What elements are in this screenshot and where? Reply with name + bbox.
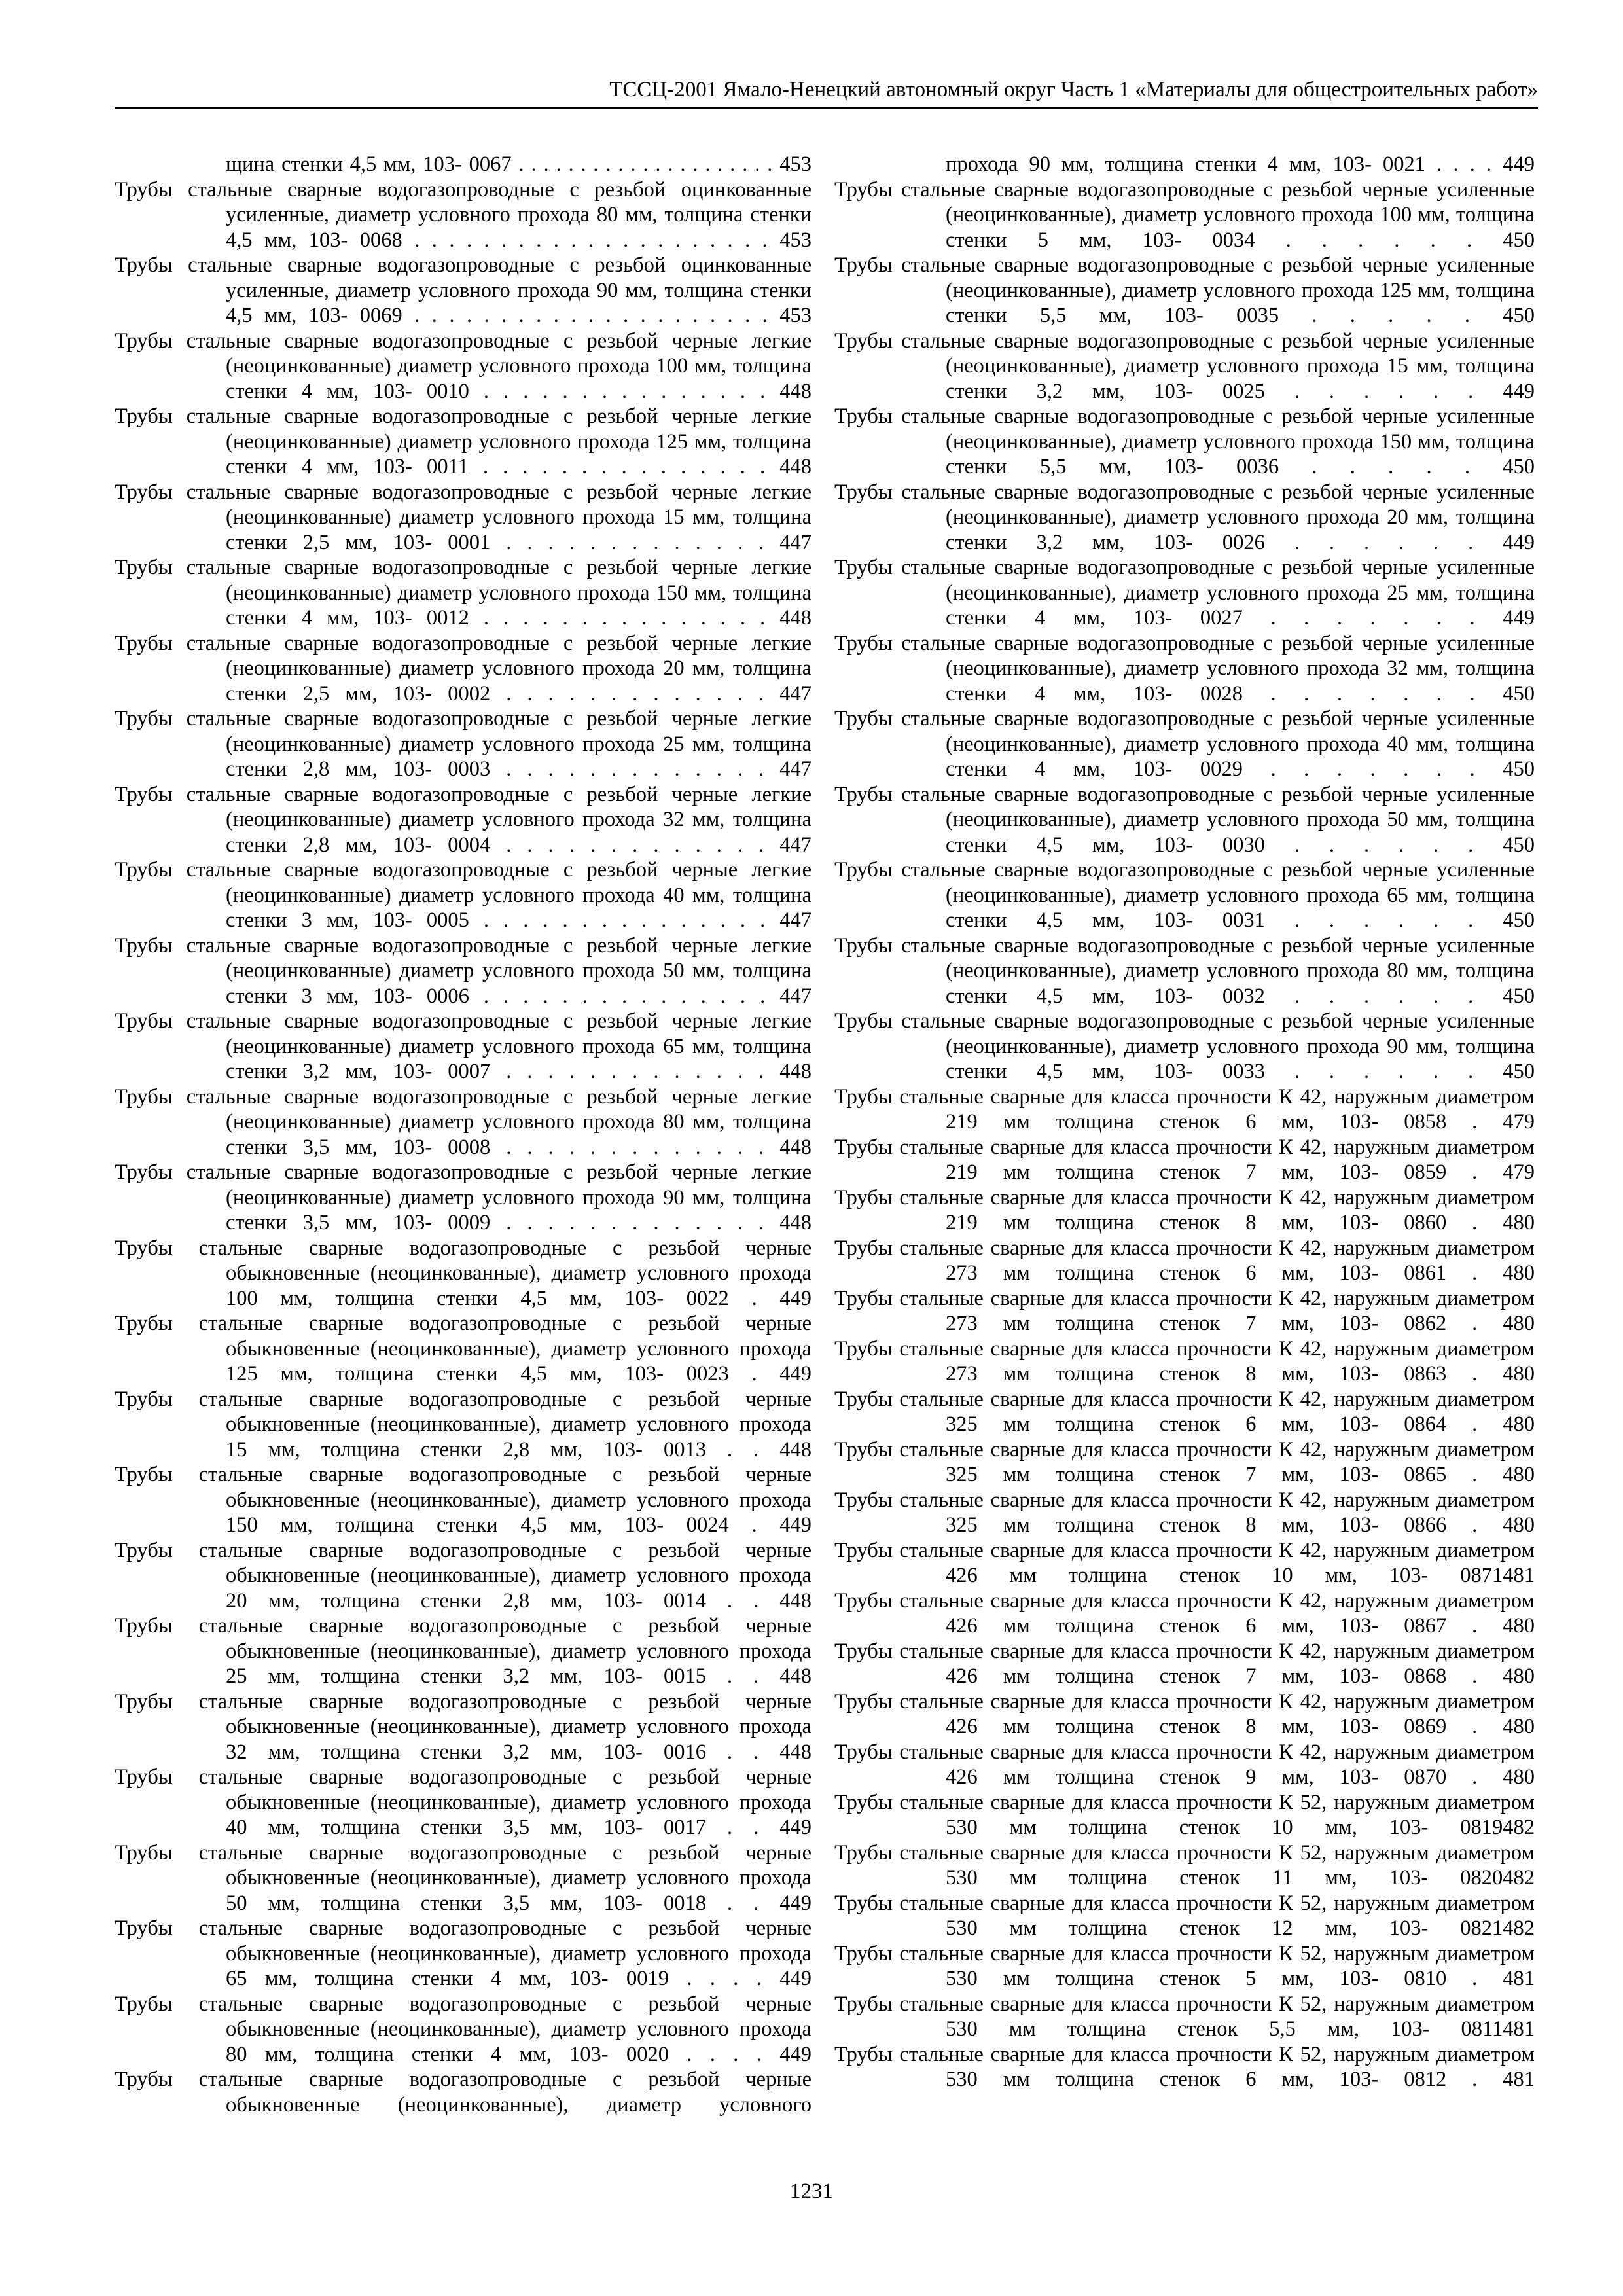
index-entry: Трубы стальные сварные для класса прочности К 42, наружным диаметром 273 мм толщина стенок 7 мм, 103- 0862 . 480 [834, 1286, 1535, 1335]
index-entry: Трубы стальные сварные водогазопроводные с резьбой черные усиленные (неоцинкованные), диаметр условного прохода 100 мм, толщина стенки 5 мм, 103- 0034 . . . . . . 450 [834, 177, 1535, 252]
index-entry: Трубы стальные сварные для класса прочности К 42, наружным диаметром 426 мм толщина стенок 8 мм, 103- 0869 . 480 [834, 1689, 1535, 1738]
index-column-right [834, 152, 1535, 2092]
index-entry: Трубы стальные сварные для класса прочности К 42, наружным диаметром 426 мм толщина стенок 9 мм, 103- 0870 . 480 [834, 1740, 1535, 1789]
index-entry: Трубы стальные сварные водогазопроводные с резьбой черные легкие (неоцинкованные) диаметр условного прохода 15 мм, толщина стенки 2,5 мм, 103- 0001 . . . . . . . . . . . . . 447 [115, 480, 812, 554]
index-entry: Трубы стальные сварные водогазопроводные с резьбой черные усиленные (неоцинкованные), диаметр условного прохода 50 мм, толщина стенки 4,5 мм, 103- 0030 . . . . . . 450 [834, 782, 1535, 857]
index-entry: Трубы стальные сварные водогазопроводные с резьбой черные усиленные (неоцинкованные), диаметр условного прохода 15 мм, толщина стенки 3,2 мм, 103- 0025 . . . . . . 449 [834, 329, 1535, 403]
index-entry: Трубы стальные сварные водогазопроводные с резьбой черные усиленные (неоцинкованные), диаметр условного прохода 32 мм, толщина стенки 4 мм, 103- 0028 . . . . . . . 450 [834, 631, 1535, 706]
index-entry: Трубы стальные сварные для класса прочности К 42, наружным диаметром 219 мм толщина стенок 6 мм, 103- 0858 . 479 [834, 1085, 1535, 1134]
index-entry-continuation: щина стенки 4,5 мм, 103- 0067 . . . . . . . . . . . . . . . . . . . . . 453 [226, 152, 812, 176]
index-entry: Трубы стальные сварные водогазопроводные с резьбой оцинкованные усиленные, диаметр условного прохода 80 мм, толщина стенки 4,5 мм, 103- 0068 . . . . . . . . . . . . . . . . . . . . . 453 [115, 177, 812, 252]
index-column-left [115, 152, 812, 2117]
index-entry: Трубы стальные сварные водогазопроводные с резьбой черные обыкновенные (неоцинкованные), диаметр условного прохода 40 мм, толщина стенки 3,5 мм, 103- 0017 . . 449 [115, 1765, 812, 1839]
index-entry: Трубы стальные сварные для класса прочности К 42, наружным диаметром 219 мм толщина стенок 8 мм, 103- 0860 . 480 [834, 1185, 1535, 1234]
index-entry: Трубы стальные сварные для класса прочности К 52, наружным диаметром 530 мм толщина стенок 12 мм, 103- 0821482 [834, 1891, 1535, 1940]
index-entry: Трубы стальные сварные водогазопроводные с резьбой черные обыкновенные (неоцинкованные), диаметр условного прохода 150 мм, толщина стенки 4,5 мм, 103- 0024 . 449 [115, 1463, 812, 1537]
index-entry: Трубы стальные сварные водогазопроводные с резьбой черные усиленные (неоцинкованные), диаметр условного прохода 40 мм, толщина стенки 4 мм, 103- 0029 . . . . . . . 450 [834, 707, 1535, 781]
index-entry: Трубы стальные сварные водогазопроводные с резьбой черные усиленные (неоцинкованные), диаметр условного прохода 20 мм, толщина стенки 3,2 мм, 103- 0026 . . . . . . 449 [834, 480, 1535, 554]
index-entry: Трубы стальные сварные водогазопроводные с резьбой черные обыкновенные (неоцинкованные), диаметр условного [115, 2068, 812, 2117]
index-entry: Трубы стальные сварные для класса прочности К 52, наружным диаметром 530 мм толщина стенок 5,5 мм, 103- 0811481 [834, 1992, 1535, 2041]
index-entry: Трубы стальные сварные водогазопроводные с резьбой черные обыкновенные (неоцинкованные), диаметр условного прохода 65 мм, толщина стенки 4 мм, 103- 0019 . . . . 449 [115, 1916, 812, 1990]
index-entry: Трубы стальные сварные для класса прочности К 52, наружным диаметром 530 мм толщина стенок 6 мм, 103- 0812 . 481 [834, 2042, 1535, 2091]
running-header: ТССЦ-2001 Ямало-Ненецкий автономный округ Часть 1 «Материалы для общестроительных работ» [609, 78, 1538, 101]
index-entry: Трубы стальные сварные для класса прочности К 42, наружным диаметром 325 мм толщина стенок 7 мм, 103- 0865 . 480 [834, 1437, 1535, 1486]
index-entry: Трубы стальные сварные водогазопроводные с резьбой черные обыкновенные (неоцинкованные), диаметр условного прохода 20 мм, толщина стенки 2,8 мм, 103- 0014 . . 448 [115, 1538, 812, 1613]
index-entry: Трубы стальные сварные водогазопроводные с резьбой черные легкие (неоцинкованные) диаметр условного прохода 50 мм, толщина стенки 3 мм, 103- 0006 . . . . . . . . . . . . . . . 447 [115, 933, 812, 1008]
index-entry-continuation: прохода 90 мм, толщина стенки 4 мм, 103- 0021 . . . . 449 [946, 152, 1535, 176]
index-entry: Трубы стальные сварные водогазопроводные с резьбой черные обыкновенные (неоцинкованные), диаметр условного прохода 50 мм, толщина стенки 3,5 мм, 103- 0018 . . 449 [115, 1840, 812, 1915]
index-entry: Трубы стальные сварные водогазопроводные с резьбой черные легкие (неоцинкованные) диаметр условного прохода 100 мм, толщина стенки 4 мм, 103- 0010 . . . . . . . . . . . . . . . 448 [115, 329, 812, 403]
index-entry: Трубы стальные сварные водогазопроводные с резьбой черные легкие (неоцинкованные) диаметр условного прохода 125 мм, толщина стенки 4 мм, 103- 0011 . . . . . . . . . . . . . . . 448 [115, 404, 812, 478]
header-rule [115, 107, 1538, 109]
index-entry: Трубы стальные сварные для класса прочности К 42, наружным диаметром 273 мм толщина стенок 8 мм, 103- 0863 . 480 [834, 1336, 1535, 1386]
index-entry: Трубы стальные сварные водогазопроводные с резьбой черные усиленные (неоцинкованные), диаметр условного прохода 125 мм, толщина стенки 5,5 мм, 103- 0035 . . . . . 450 [834, 253, 1535, 327]
index-entry: Трубы стальные сварные для класса прочности К 52, наружным диаметром 530 мм толщина стенок 5 мм, 103- 0810 . 481 [834, 1941, 1535, 1990]
index-entry: Трубы стальные сварные для класса прочности К 52, наружным диаметром 530 мм толщина стенок 10 мм, 103- 0819482 [834, 1790, 1535, 1839]
index-entry: Трубы стальные сварные для класса прочности К 42, наружным диаметром 219 мм толщина стенок 7 мм, 103- 0859 . 479 [834, 1135, 1535, 1184]
index-entry: Трубы стальные сварные водогазопроводные с резьбой черные обыкновенные (неоцинкованные), диаметр условного прохода 125 мм, толщина стенки 4,5 мм, 103- 0023 . 449 [115, 1312, 812, 1386]
index-entry: Трубы стальные сварные для класса прочности К 42, наружным диаметром 325 мм толщина стенок 8 мм, 103- 0866 . 480 [834, 1488, 1535, 1537]
index-entry: Трубы стальные сварные водогазопроводные с резьбой черные усиленные (неоцинкованные), диаметр условного прохода 25 мм, толщина стенки 4 мм, 103- 0027 . . . . . . . 449 [834, 556, 1535, 630]
index-entry: Трубы стальные сварные водогазопроводные с резьбой черные усиленные (неоцинкованные), диаметр условного прохода 65 мм, толщина стенки 4,5 мм, 103- 0031 . . . . . . 450 [834, 858, 1535, 932]
index-entry: Трубы стальные сварные водогазопроводные с резьбой оцинкованные усиленные, диаметр условного прохода 90 мм, толщина стенки 4,5 мм, 103- 0069 . . . . . . . . . . . . . . . . . . . . . 453 [115, 253, 812, 327]
index-entry: Трубы стальные сварные водогазопроводные с резьбой черные легкие (неоцинкованные) диаметр условного прохода 20 мм, толщина стенки 2,5 мм, 103- 0002 . . . . . . . . . . . . . 447 [115, 631, 812, 706]
index-entry: Трубы стальные сварные водогазопроводные с резьбой черные обыкновенные (неоцинкованные), диаметр условного прохода 32 мм, толщина стенки 3,2 мм, 103- 0016 . . 448 [115, 1689, 812, 1764]
index-entry: Трубы стальные сварные водогазопроводные с резьбой черные обыкновенные (неоцинкованные), диаметр условного прохода 15 мм, толщина стенки 2,8 мм, 103- 0013 . . 448 [115, 1387, 812, 1462]
index-entry: Трубы стальные сварные для класса прочности К 42, наружным диаметром 273 мм толщина стенок 6 мм, 103- 0861 . 480 [834, 1236, 1535, 1285]
index-entry: Трубы стальные сварные для класса прочности К 42, наружным диаметром 426 мм толщина стенок 10 мм, 103- 0871481 [834, 1538, 1535, 1587]
index-entry: Трубы стальные сварные водогазопроводные с резьбой черные легкие (неоцинкованные) диаметр условного прохода 65 мм, толщина стенки 3,2 мм, 103- 0007 . . . . . . . . . . . . . 448 [115, 1009, 812, 1083]
index-entry: Трубы стальные сварные водогазопроводные с резьбой черные обыкновенные (неоцинкованные), диаметр условного прохода 25 мм, толщина стенки 3,2 мм, 103- 0015 . . 448 [115, 1614, 812, 1688]
index-entry: Трубы стальные сварные водогазопроводные с резьбой черные легкие (неоцинкованные) диаметр условного прохода 25 мм, толщина стенки 2,8 мм, 103- 0003 . . . . . . . . . . . . . 447 [115, 707, 812, 781]
index-entry: Трубы стальные сварные водогазопроводные с резьбой черные легкие (неоцинкованные) диаметр условного прохода 150 мм, толщина стенки 4 мм, 103- 0012 . . . . . . . . . . . . . . . 448 [115, 556, 812, 630]
index-entry: Трубы стальные сварные водогазопроводные с резьбой черные легкие (неоцинкованные) диаметр условного прохода 40 мм, толщина стенки 3 мм, 103- 0005 . . . . . . . . . . . . . . . 447 [115, 858, 812, 932]
index-entry: Трубы стальные сварные водогазопроводные с резьбой черные усиленные (неоцинкованные), диаметр условного прохода 80 мм, толщина стенки 4,5 мм, 103- 0032 . . . . . . 450 [834, 933, 1535, 1008]
index-entry: Трубы стальные сварные водогазопроводные с резьбой черные легкие (неоцинкованные) диаметр условного прохода 90 мм, толщина стенки 3,5 мм, 103- 0009 . . . . . . . . . . . . . 448 [115, 1160, 812, 1234]
page-number: 1231 [790, 2179, 833, 2203]
index-entry: Трубы стальные сварные для класса прочности К 42, наружным диаметром 426 мм толщина стенок 7 мм, 103- 0868 . 480 [834, 1639, 1535, 1688]
index-entry: Трубы стальные сварные водогазопроводные с резьбой черные легкие (неоцинкованные) диаметр условного прохода 32 мм, толщина стенки 2,8 мм, 103- 0004 . . . . . . . . . . . . . 447 [115, 782, 812, 857]
index-entry: Трубы стальные сварные водогазопроводные с резьбой черные усиленные (неоцинкованные), диаметр условного прохода 90 мм, толщина стенки 4,5 мм, 103- 0033 . . . . . . 450 [834, 1009, 1535, 1083]
index-entry: Трубы стальные сварные для класса прочности К 42, наружным диаметром 426 мм толщина стенок 6 мм, 103- 0867 . 480 [834, 1588, 1535, 1638]
index-entry: Трубы стальные сварные водогазопроводные с резьбой черные усиленные (неоцинкованные), диаметр условного прохода 150 мм, толщина стенки 5,5 мм, 103- 0036 . . . . . 450 [834, 404, 1535, 478]
index-entry: Трубы стальные сварные для класса прочности К 52, наружным диаметром 530 мм толщина стенок 11 мм, 103- 0820482 [834, 1840, 1535, 1890]
index-entry: Трубы стальные сварные водогазопроводные с резьбой черные легкие (неоцинкованные) диаметр условного прохода 80 мм, толщина стенки 3,5 мм, 103- 0008 . . . . . . . . . . . . . 448 [115, 1085, 812, 1159]
index-entry: Трубы стальные сварные водогазопроводные с резьбой черные обыкновенные (неоцинкованные), диаметр условного прохода 100 мм, толщина стенки 4,5 мм, 103- 0022 . 449 [115, 1236, 812, 1310]
index-entry: Трубы стальные сварные для класса прочности К 42, наружным диаметром 325 мм толщина стенок 6 мм, 103- 0864 . 480 [834, 1387, 1535, 1436]
index-entry: Трубы стальные сварные водогазопроводные с резьбой черные обыкновенные (неоцинкованные), диаметр условного прохода 80 мм, толщина стенки 4 мм, 103- 0020 . . . . 449 [115, 1992, 812, 2066]
